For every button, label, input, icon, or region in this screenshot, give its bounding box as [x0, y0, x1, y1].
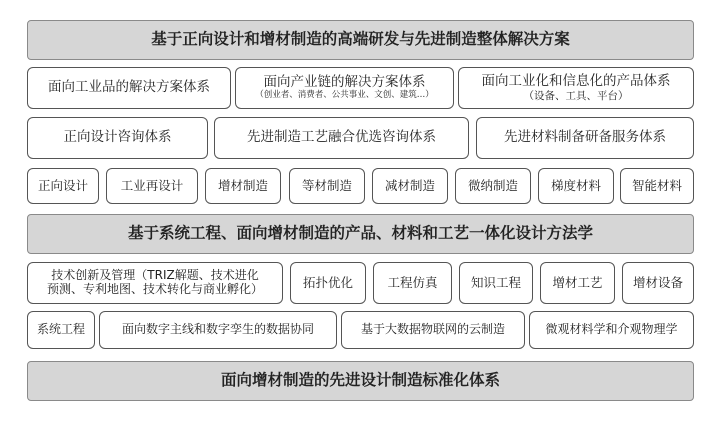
box-sublabel: （创业者、消费者、公共事业、文创、建筑…） — [255, 90, 434, 101]
box-advanced-process-consulting — [214, 117, 469, 159]
box-additive-manufacturing — [205, 168, 281, 204]
box-micro-nano-manufacturing — [455, 168, 531, 204]
box-label: 等材制造 — [301, 177, 352, 193]
box-equivalent-manufacturing — [289, 168, 365, 204]
box-industrial-redesign — [106, 168, 198, 204]
box-label: 知识工程 — [470, 274, 521, 290]
box-label: 面向工业化和信息化的产品体系 — [481, 72, 671, 89]
box-label: 面向工业品的解决方案体系 — [48, 79, 210, 96]
box-gradient-materials — [538, 168, 614, 204]
box-label: 先进制造工艺融合优选咨询体系 — [247, 129, 436, 146]
box-label: 微纳制造 — [467, 177, 518, 193]
bottom-band-label: 面向增材制造的先进设计制造标准化体系 — [220, 371, 500, 390]
box-label: 增材工艺 — [552, 274, 603, 290]
box-sublabel: （设备、工具、平台） — [523, 90, 629, 103]
box-label: 面向产业链的解决方案体系 — [263, 73, 426, 90]
box-label: 工程仿真 — [387, 274, 438, 290]
box-label: 正向设计咨询体系 — [63, 129, 172, 146]
top-band-label: 基于正向设计和增材制造的高端研发与先进制造整体解决方案 — [151, 30, 570, 49]
box-industrial-products-solution — [27, 67, 231, 109]
box-industrialization-product-system — [458, 67, 694, 109]
box-label: 增材制造 — [217, 177, 268, 193]
box-engineering-simulation — [373, 262, 452, 304]
box-cloud-manufacturing — [341, 311, 525, 349]
box-forward-design — [27, 168, 99, 204]
box-label: 基于大数据物联网的云制造 — [360, 322, 505, 337]
box-systems-engineering — [27, 311, 95, 349]
box-label: 减材制造 — [384, 177, 435, 193]
middle-band-methodology — [27, 214, 694, 254]
box-knowledge-engineering — [459, 262, 533, 304]
box-digital-thread-twin — [99, 311, 337, 349]
middle-band-label: 基于系统工程、面向增材制造的产品、材料和工艺一体化设计方法学 — [127, 224, 593, 243]
box-label: 正向设计 — [37, 177, 88, 193]
box-smart-materials — [620, 168, 694, 204]
box-topology-optimization — [290, 262, 366, 304]
box-label: 微观材料学和介观物理学 — [545, 322, 678, 337]
box-advanced-materials-service — [476, 117, 694, 159]
box-label: 拓扑优化 — [302, 274, 353, 290]
box-additive-process — [540, 262, 615, 304]
box-label: 智能材料 — [631, 177, 682, 193]
box-label-line2: 预测、专利地图、技术转化与商业孵化） — [46, 282, 263, 296]
top-band-solution — [27, 20, 694, 60]
box-label: 先进材料制备研备服务体系 — [504, 129, 666, 146]
box-industry-chain-solution — [235, 67, 454, 109]
box-label: 系统工程 — [36, 322, 85, 337]
box-label: 工业再设计 — [120, 177, 184, 193]
box-label: 增材设备 — [632, 274, 683, 290]
box-forward-design-consulting — [27, 117, 208, 159]
box-label: 梯度材料 — [550, 177, 601, 193]
box-additive-equipment — [622, 262, 694, 304]
box-label-line1: 技术创新及管理（TRIZ解题、技术进化 — [51, 268, 259, 283]
box-label: 面向数字主线和数字孪生的数据协同 — [121, 322, 314, 337]
box-microscopic-materials — [529, 311, 694, 349]
box-technology-innovation — [27, 262, 283, 304]
box-subtractive-manufacturing — [372, 168, 448, 204]
bottom-band-standardization — [27, 361, 694, 401]
